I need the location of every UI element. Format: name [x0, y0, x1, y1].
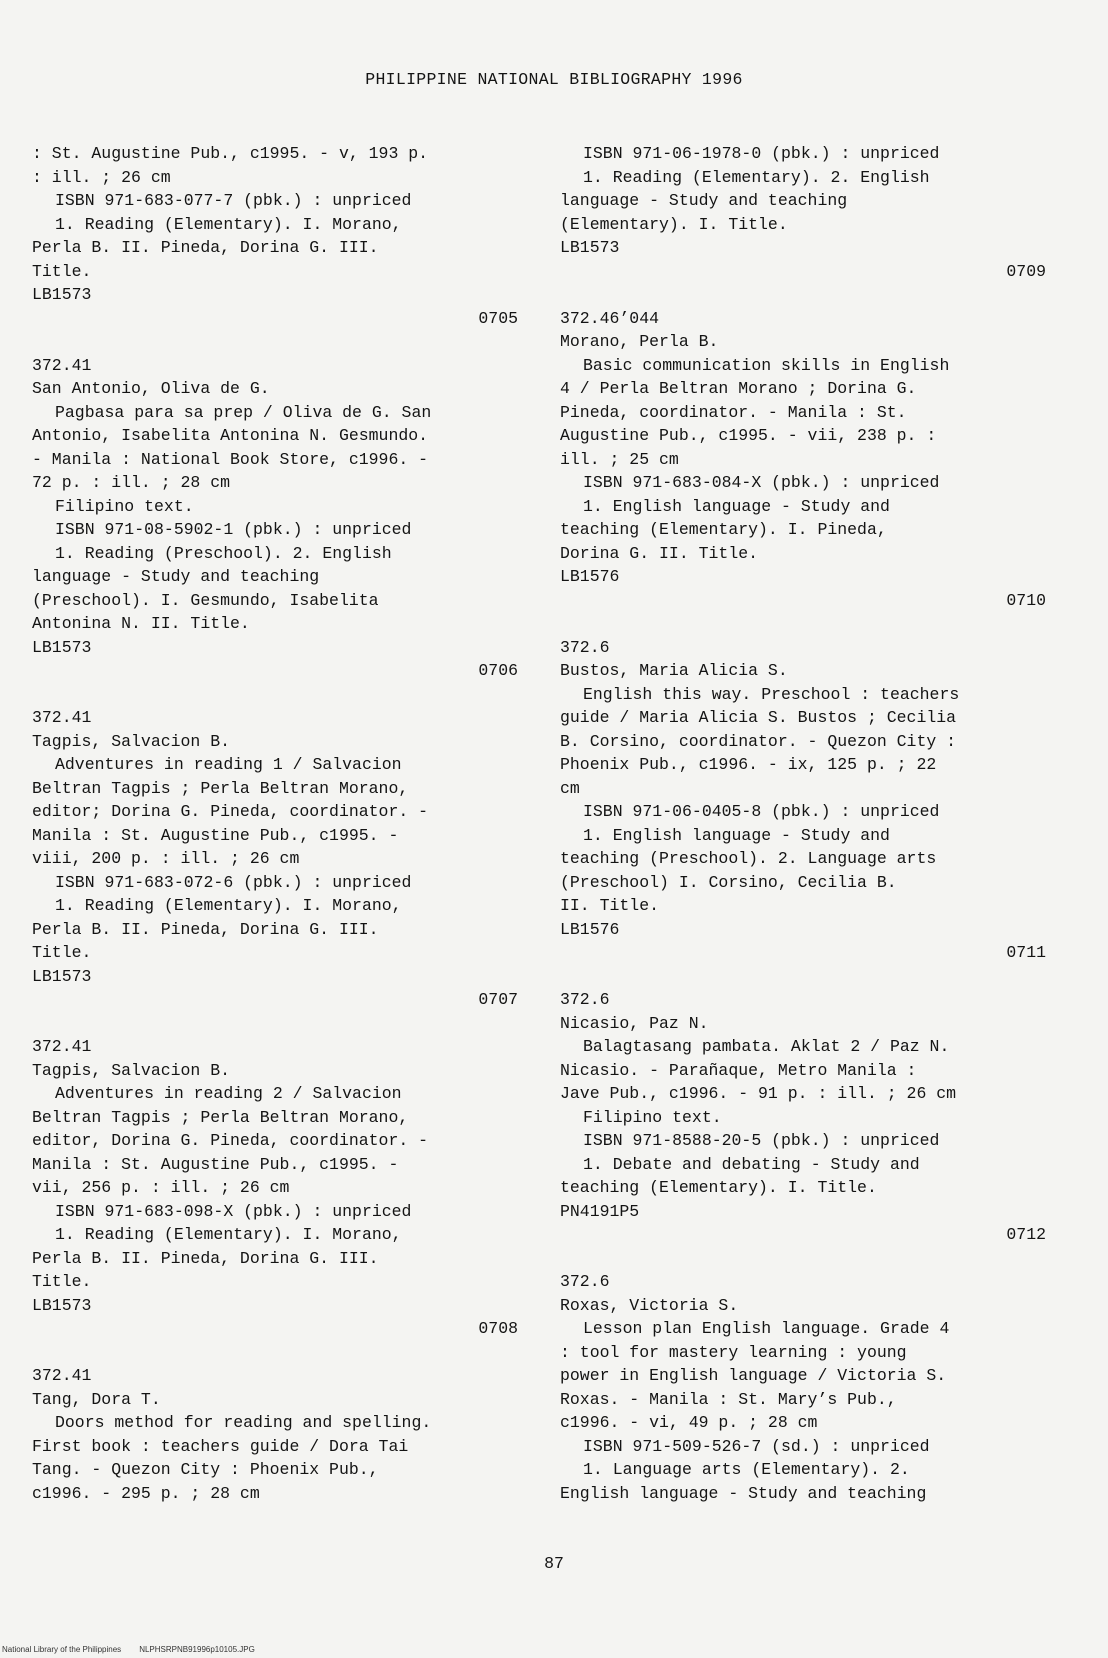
entry-number: 0711	[1006, 943, 1046, 962]
entry-spacer	[32, 1012, 518, 1036]
entry-line: ill. ; 25 cm	[560, 449, 679, 469]
entry-line: First book : teachers guide / Dora Tai	[32, 1436, 409, 1456]
entry-line: English language - Study and teaching	[560, 1483, 927, 1503]
entry-line: Adventures in reading 2 / Salvacion	[55, 1084, 402, 1103]
entry-line: LB1576	[560, 919, 620, 939]
entry-line: Bustos, Maria Alicia S.	[560, 661, 788, 680]
entry-line: 1. Reading (Elementary). I. Morano,	[55, 214, 402, 234]
entry-line: 1. English language - Study and	[583, 496, 890, 516]
entry-line: LB1573	[560, 238, 620, 257]
entry-line: ISBN 971-8588-20-5 (pbk.) : unpriced	[583, 1131, 940, 1150]
entry-line: 372.41	[32, 708, 92, 727]
entry-spacer	[560, 965, 1046, 989]
entry-line: 1. English language - Study and	[583, 825, 890, 845]
entry-line: guide / Maria Alicia S. Bustos ; Cecilia	[560, 708, 957, 727]
entry-line: 372.6	[560, 990, 610, 1009]
entry-line: Tang, Dora T.	[32, 1389, 161, 1409]
entry-line: 72 p. : ill. ; 28 cm	[32, 473, 231, 492]
entry-line: Tagpis, Salvacion B.	[32, 1060, 231, 1080]
entry-line: Basic communication skills in English	[583, 355, 950, 375]
entry-line: Tang. - Quezon City : Phoenix Pub.,	[32, 1460, 379, 1479]
entry-line: ISBN 971-683-072-6 (pbk.) : unpriced	[55, 872, 412, 892]
entry-line: 1. Reading (Elementary). I. Morano,	[55, 1225, 402, 1244]
entry-spacer	[560, 283, 1046, 307]
entry-line: 1. Reading (Elementary). 2. English	[583, 167, 930, 187]
entry-spacer	[560, 1247, 1046, 1271]
entry-line: ISBN 971-06-1978-0 (pbk.) : unpriced	[583, 144, 940, 163]
entry-line: c1996. - vi, 49 p. ; 28 cm	[560, 1413, 818, 1432]
entry-line: ISBN 971-683-098-X (pbk.) : unpriced	[55, 1201, 412, 1221]
entry-line: Morano, Perla B.	[560, 332, 719, 351]
entry-line: PN4191P5	[560, 1201, 640, 1221]
entry-number: 0710	[1006, 590, 1046, 610]
entry-line: teaching (Elementary). I. Title.	[560, 1178, 877, 1197]
entry-line: Beltran Tagpis ; Perla Beltran Morano,	[32, 1107, 409, 1127]
entry-line: power in English language / Victoria S.	[560, 1366, 947, 1385]
entry-line: Balagtasang pambata. Aklat 2 / Paz N.	[583, 1037, 950, 1056]
entry-line: 1. Reading (Elementary). I. Morano,	[55, 896, 402, 915]
entry-line: vii, 256 p. : ill. ; 26 cm	[32, 1178, 290, 1197]
entry-number: 0707	[478, 990, 518, 1009]
entry-line: Filipino text.	[583, 1107, 722, 1127]
entry-line: Title.	[32, 1272, 92, 1291]
entry-line: LB1576	[560, 567, 620, 586]
entry-line: Adventures in reading 1 / Salvacion	[55, 755, 402, 774]
entry-number: 0708	[478, 1319, 518, 1338]
entry-line: editor; Dorina G. Pineda, coordinator. -	[32, 802, 429, 821]
entry-line: Filipino text.	[55, 496, 194, 516]
entry-line: : tool for mastery learning : young	[560, 1342, 907, 1362]
entry-line: Lesson plan English language. Grade 4	[583, 1319, 950, 1338]
entry-line: 1. Debate and debating - Study and	[583, 1154, 920, 1174]
entry-number: 0712	[1006, 1225, 1046, 1244]
entry-line: 372.41	[32, 1037, 92, 1056]
right-column	[560, 142, 1046, 1505]
entry-line: Roxas, Victoria S.	[560, 1295, 739, 1315]
entry-line: San Antonio, Oliva de G.	[32, 379, 270, 398]
entry-line: : ill. ; 26 cm	[32, 167, 171, 187]
entry-number: 0709	[1006, 261, 1046, 281]
entry-line: Phoenix Pub., c1996. - ix, 125 p. ; 22	[560, 755, 937, 774]
entry-line: 1. Language arts (Elementary). 2.	[583, 1460, 910, 1479]
entry-line: 4 / Perla Beltran Morano ; Dorina G.	[560, 379, 917, 398]
entry-line: Nicasio, Paz N.	[560, 1013, 709, 1033]
entry-line: Title.	[32, 943, 92, 962]
entry-spacer	[32, 1341, 518, 1365]
entry-line: ISBN 971-683-077-7 (pbk.) : unpriced	[55, 191, 412, 210]
entry-line: 372.6	[560, 637, 610, 657]
entry-line: 1. Reading (Preschool). 2. English	[55, 543, 392, 563]
entry-line: (Preschool). I. Gesmundo, Isabelita	[32, 590, 379, 610]
entry-line: English this way. Preschool : teachers	[583, 684, 960, 704]
entry-line: B. Corsino, coordinator. - Quezon City :	[560, 731, 957, 751]
entry-line: Tagpis, Salvacion B.	[32, 731, 231, 751]
entry-line: LB1573	[32, 966, 92, 986]
entry-line: Antonina N. II. Title.	[32, 614, 250, 633]
entry-line: II. Title.	[560, 896, 660, 915]
page-header: PHILIPPINE NATIONAL BIBLIOGRAPHY 1996	[365, 70, 743, 89]
entry-line: Perla B. II. Pineda, Dorina G. III.	[32, 238, 379, 257]
entry-line: Pagbasa para sa prep / Oliva de G. San	[55, 402, 432, 422]
entry-line: Title.	[32, 261, 92, 281]
entry-line: ISBN 971-06-0405-8 (pbk.) : unpriced	[583, 802, 940, 821]
entry-line: teaching (Preschool). 2. Language arts	[560, 849, 937, 868]
entry-number: 0705	[478, 308, 518, 328]
entry-line: : St. Augustine Pub., c1995. - v, 193 p.	[32, 144, 429, 163]
entry-line: Manila : St. Augustine Pub., c1995. -	[32, 1154, 399, 1174]
entry-line: 372.46’044	[560, 308, 660, 328]
entry-spacer	[560, 612, 1046, 636]
entry-line: language - Study and teaching	[560, 191, 848, 210]
entry-line: 372.41	[32, 355, 92, 375]
entry-line: ISBN 971-683-084-X (pbk.) : unpriced	[583, 473, 940, 492]
entry-line: Manila : St. Augustine Pub., c1995. -	[32, 825, 399, 845]
entry-line: (Preschool) I. Corsino, Cecilia B.	[560, 872, 897, 892]
entry-line: LB1573	[32, 1295, 92, 1315]
entry-line: Doors method for reading and spelling.	[55, 1413, 432, 1432]
entry-line: ISBN 971-509-526-7 (sd.) : unpriced	[583, 1436, 930, 1456]
entry-line: teaching (Elementary). I. Pineda,	[560, 520, 887, 539]
entry-line: cm	[560, 778, 580, 798]
entry-line: Perla B. II. Pineda, Dorina G. III.	[32, 919, 379, 939]
entry-line: LB1573	[32, 285, 92, 304]
entry-line: ISBN 971-08-5902-1 (pbk.) : unpriced	[55, 520, 412, 539]
entry-line: (Elementary). I. Title.	[560, 214, 788, 234]
entry-line: Antonio, Isabelita Antonina N. Gesmundo.	[32, 426, 429, 445]
entry-spacer	[32, 683, 518, 707]
scan-footer	[2, 1645, 273, 1654]
entry-line: Roxas. - Manila : St. Mary’s Pub.,	[560, 1389, 897, 1409]
entry-line: c1996. - 295 p. ; 28 cm	[32, 1483, 260, 1503]
entry-line: - Manila : National Book Store, c1996. -	[32, 449, 429, 469]
entry-line: Pineda, coordinator. - Manila : St.	[560, 402, 907, 422]
entry-line: Perla B. II. Pineda, Dorina G. III.	[32, 1248, 379, 1268]
entry-number: 0706	[478, 661, 518, 680]
entry-line: 372.6	[560, 1272, 610, 1291]
entry-line: viii, 200 p. : ill. ; 26 cm	[32, 849, 300, 868]
entry-line: editor, Dorina G. Pineda, coordinator. -	[32, 1131, 429, 1150]
entry-line: LB1573	[32, 637, 92, 657]
entry-line: 372.41	[32, 1366, 92, 1385]
entry-line: Dorina G. II. Title.	[560, 543, 759, 563]
entry-line: language - Study and teaching	[32, 567, 320, 586]
entry-line: Jave Pub., c1996. - 91 p. : ill. ; 26 cm	[560, 1084, 957, 1103]
entry-line: Augustine Pub., c1995. - vii, 238 p. :	[560, 426, 937, 445]
entry-line: Beltran Tagpis ; Perla Beltran Morano,	[32, 778, 409, 798]
left-column	[32, 142, 518, 1505]
footer-file: NLPHSRPNB91996p10105.JPG	[139, 1645, 255, 1654]
page-number: 87	[544, 1554, 564, 1573]
entry-line: Nicasio. - Parañaque, Metro Manila :	[560, 1060, 917, 1080]
footer-library: National Library of the Philippines	[2, 1645, 122, 1654]
entry-spacer	[32, 330, 518, 354]
